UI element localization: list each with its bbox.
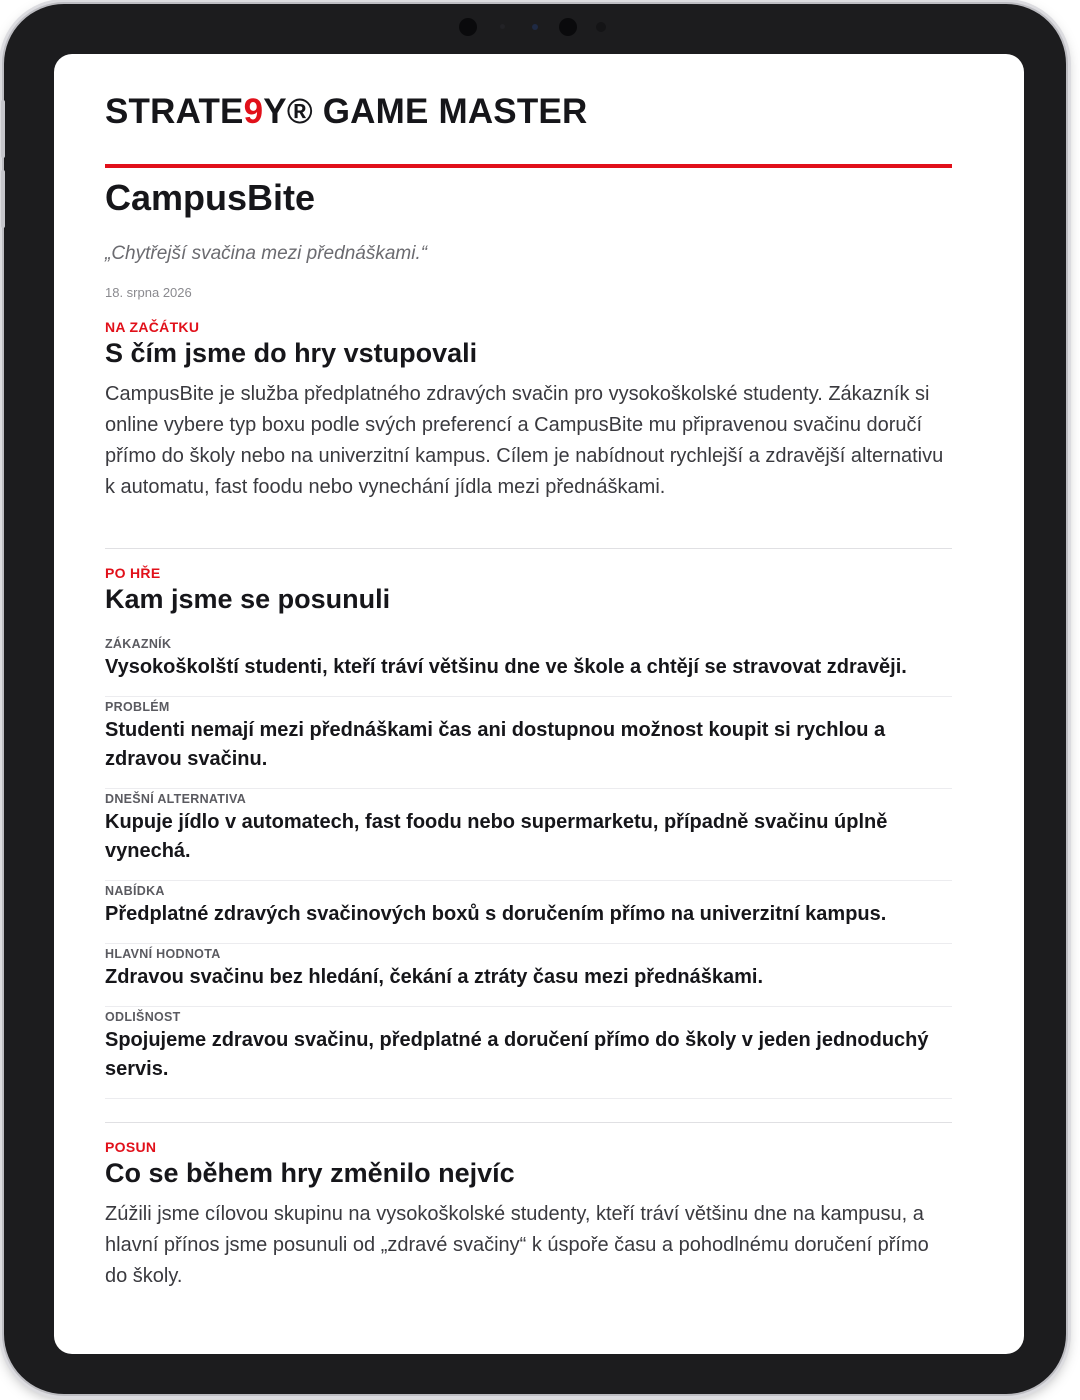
section-title: S čím jsme do hry vstupovali (105, 338, 478, 368)
field-value: Studenti nemají mezi přednáškami čas ani dostupnou možnost koupit si rychlou a zdravou svačinu. (105, 719, 886, 770)
camera-lens-icon (559, 18, 577, 36)
field-label: HLAVNÍ HODNOTA (105, 947, 221, 961)
field-value: Spojujeme zdravou svačinu, předplatné a doručení přímo do školy v jeden jednoduchý servis. (105, 1029, 929, 1080)
section-eyebrow: NA ZAČÁTKU (105, 319, 200, 335)
field-value: Zdravou svačinu bez hledání, čekání a ztráty času mezi přednáškami. (105, 966, 764, 988)
field-divider (105, 1006, 952, 1007)
sensor-dot-icon (532, 24, 538, 30)
shift-section (105, 1139, 952, 1292)
field-value: Vysokoškolští studenti, kteří tráví většinu dne ve škole a chtějí se stravovat zdravěji. (105, 656, 907, 678)
brand-accent: 9 (243, 92, 264, 131)
field-main-value (105, 947, 952, 992)
field-label: ODLIŠNOST (105, 1010, 181, 1024)
header-rule (105, 164, 952, 168)
field-alternative (105, 792, 952, 866)
section-eyebrow: POSUN (105, 1139, 157, 1155)
field-label: ZÁKAZNÍK (105, 637, 172, 651)
after-section (105, 565, 952, 1099)
field-label: PROBLÉM (105, 700, 170, 714)
tablet-frame (4, 4, 1066, 1394)
section-eyebrow: PO HŘE (105, 565, 161, 581)
field-value: Předplatné zdravých svačinových boxů s doručením přímo na univerzitní kampus. (105, 903, 887, 925)
field-label: NABÍDKA (105, 884, 165, 898)
brand-prefix: STRATE (105, 92, 244, 131)
field-value: Kupuje jídlo v automatech, fast foodu nebo supermarketu, případně svačinu úplně vynechá. (105, 811, 888, 862)
report-page (105, 92, 952, 1292)
field-divider (105, 788, 952, 789)
section-text: CampusBite je služba předplatného zdravých svačin pro vysokoškolské studenty. Zákazník si online vybere typ boxu podle svých preferencí a CampusBite mu připravenou svačinu doručí přímo do školy nebo na univerzitní kampus. Cílem je nabídnout rychlejší a zdravější alternativu k automatu, fast foodu nebo vynechání jídla mezi přednáškami. (105, 383, 944, 498)
field-offer (105, 884, 952, 929)
field-problem (105, 700, 952, 774)
section-text: Zúžili jsme cílovou skupinu na vysokoškolské studenty, kteří tráví většinu dne na kampusu, a hlavní přínos jsme posunuli od „zdravé svačiny“ k úspoře času a pohodlnému doručení přímo do školy. (105, 1203, 929, 1287)
section-divider (105, 1122, 952, 1123)
date: 18. srpna 2026 (105, 285, 192, 300)
field-customer (105, 637, 952, 682)
section-title: Co se během hry změnilo nejvíc (105, 1158, 515, 1188)
brand-logo (105, 92, 952, 132)
page-title: CampusBite (105, 177, 316, 218)
brand-suffix: Y® GAME MASTER (263, 92, 588, 131)
field-divider (105, 1098, 952, 1099)
section-divider (105, 548, 952, 549)
front-camera-icon (459, 18, 477, 36)
sensor-dot-icon (500, 24, 505, 29)
field-divider (105, 943, 952, 944)
field-divider (105, 696, 952, 697)
screen (54, 54, 1024, 1354)
volume-down-button (1, 170, 5, 228)
field-divider (105, 880, 952, 881)
tagline: „Chytřejší svačina mezi přednáškami.“ (105, 243, 428, 264)
section-title: Kam jsme se posunuli (105, 584, 391, 614)
volume-up-button (1, 100, 5, 158)
field-difference (105, 1010, 952, 1084)
field-label: DNEŠNÍ ALTERNATIVA (105, 792, 247, 806)
start-section (105, 319, 952, 503)
sensor-dot-icon (596, 22, 606, 32)
